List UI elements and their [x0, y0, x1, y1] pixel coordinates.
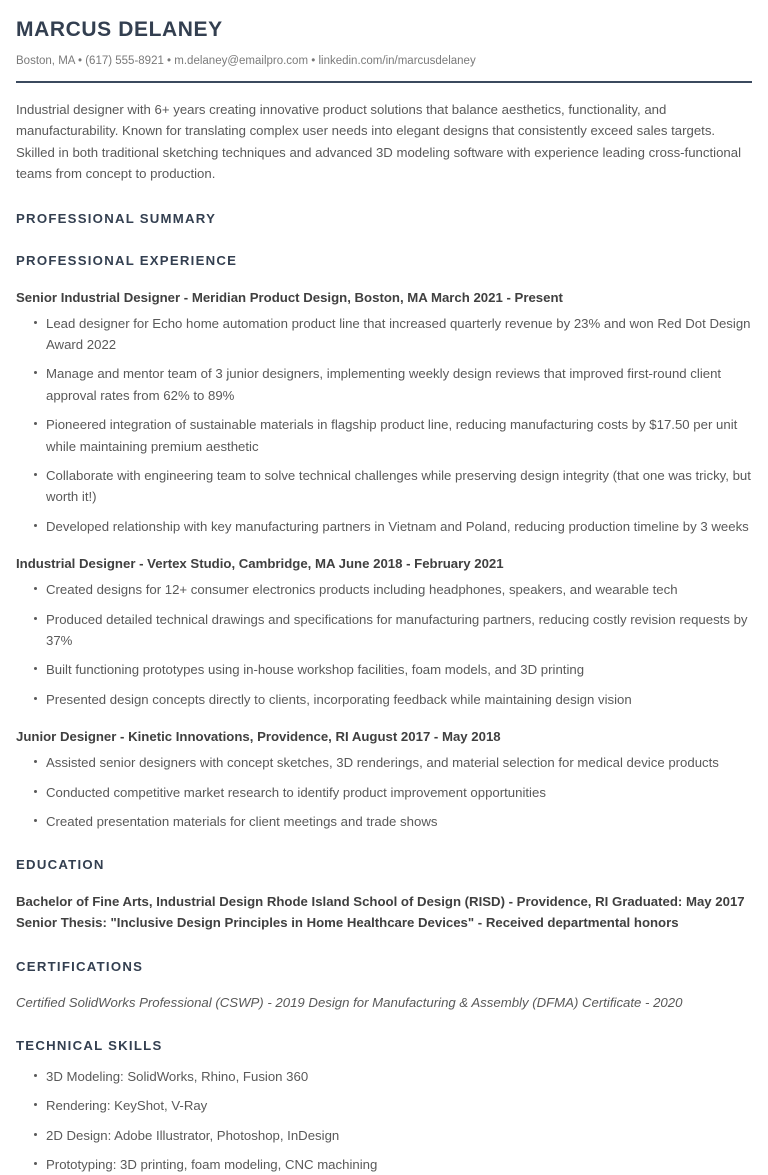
list-item: Prototyping: 3D printing, foam modeling, CNC machining: [30, 1154, 752, 1175]
summary-paragraph: Industrial designer with 6+ years creating innovative product solutions that balance aesthetics, functionality, and manufacturability. Known for translating complex user needs into elegant designs that consistently exceed sales targets. Skilled in both traditional sketching techniques and advanced 3D modeling software with experience leading cross-functional teams from concept to production.: [16, 102, 742, 182]
page-title: MARCUS DELANEY: [16, 18, 223, 41]
job-title: Senior Industrial Designer - Meridian Product Design, Boston, MA March 2021 - Present: [16, 289, 563, 305]
list-item: Collaborate with engineering team to solve technical challenges while preserving design integrity (that one was tricky, but worth it!): [30, 465, 752, 508]
experience-entry: [16, 288, 752, 538]
list-item: Presented design concepts directly to clients, incorporating feedback while maintaining design vision: [30, 689, 752, 710]
section-heading-technical-skills: TECHNICAL SKILLS: [16, 1038, 163, 1054]
job-title: Junior Designer - Kinetic Innovations, Providence, RI August 2017 - May 2018: [16, 729, 501, 745]
section-heading-education: EDUCATION: [16, 857, 105, 873]
list-item: Pioneered integration of sustainable materials in flagship product line, reducing manufacturing costs by $17.50 per unit while maintaining premium aesthetic: [30, 414, 752, 457]
job-bullets: [16, 752, 752, 832]
list-item: 2D Design: Adobe Illustrator, Photoshop, InDesign: [30, 1125, 752, 1146]
job-bullets: [16, 579, 752, 710]
list-item: 3D Modeling: SolidWorks, Rhino, Fusion 360: [30, 1066, 752, 1087]
section-heading-certifications: CERTIFICATIONS: [16, 958, 144, 974]
list-item: Produced detailed technical drawings and specifications for manufacturing partners, reducing costly revision requests by 37%: [30, 609, 752, 652]
experience-entry: [16, 554, 752, 710]
job-title: Industrial Designer - Vertex Studio, Cambridge, MA June 2018 - February 2021: [16, 556, 504, 572]
list-item: Manage and mentor team of 3 junior designers, implementing weekly design reviews that improved first-round client approval rates from 62% to 89%: [30, 363, 752, 406]
job-bullets: [16, 313, 752, 537]
experience-entry: [16, 727, 752, 832]
contact-line: Boston, MA • (617) 555-8921 • m.delaney@emailpro.com • linkedin.com/in/marcusdelaney: [16, 55, 476, 68]
list-item: Created designs for 12+ consumer electronics products including headphones, speakers, and wearable tech: [30, 579, 752, 600]
education-entry: Bachelor of Fine Arts, Industrial Design Rhode Island School of Design (RISD) - Providence, RI Graduated: May 2017 Senior Thesis: "Inclusive Design Principles in Home Healthcare Devices" - Received departmental honors: [16, 893, 745, 931]
list-item: Conducted competitive market research to identify product improvement opportunities: [30, 782, 752, 803]
technical-skills-list: [16, 1066, 752, 1175]
certifications-entry: Certified SolidWorks Professional (CSWP) - 2019 Design for Manufacturing & Assembly (DFMA) Certificate - 2020: [16, 995, 683, 1011]
list-item: Rendering: KeyShot, V-Ray: [30, 1095, 752, 1116]
list-item: Developed relationship with key manufacturing partners in Vietnam and Poland, reducing production timeline by 3 weeks: [30, 516, 752, 537]
list-item: Created presentation materials for client meetings and trade shows: [30, 811, 752, 832]
section-heading-professional-experience: PROFESSIONAL EXPERIENCE: [16, 253, 238, 269]
list-item: Lead designer for Echo home automation product line that increased quarterly revenue by 23% and won Red Dot Design Award 2022: [30, 313, 752, 356]
list-item: Assisted senior designers with concept sketches, 3D renderings, and material selection for medical device products: [30, 752, 752, 773]
section-heading-professional-summary: PROFESSIONAL SUMMARY: [16, 210, 217, 226]
header-divider: [16, 81, 752, 83]
list-item: Built functioning prototypes using in-house workshop facilities, foam models, and 3D printing: [30, 659, 752, 680]
